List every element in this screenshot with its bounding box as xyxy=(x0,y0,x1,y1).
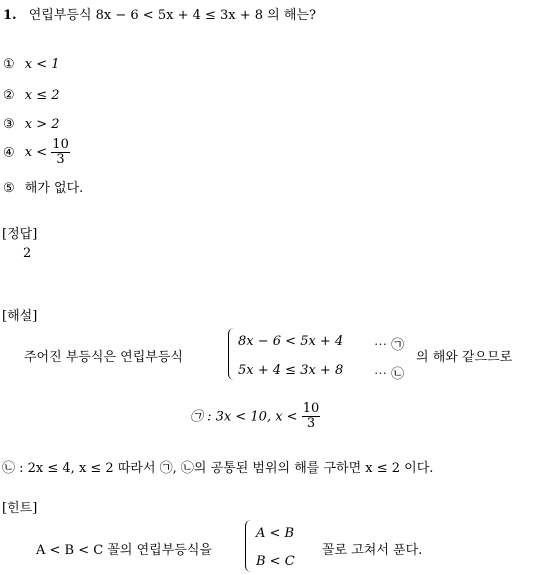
explanation-label: [해설] xyxy=(2,309,38,324)
fraction-numerator: 10 xyxy=(302,401,320,416)
option-text: x < xyxy=(24,145,48,161)
question-line xyxy=(3,4,316,23)
option-marker: ③ xyxy=(3,117,15,132)
explanation-sys1-tag: ⋯ ㉠ xyxy=(374,338,405,353)
option-5 xyxy=(3,177,83,196)
hint-sys2: B < C xyxy=(256,554,295,569)
step1-text: ㉠ : 3x < 10, x < xyxy=(190,409,298,425)
system-brace xyxy=(228,328,236,380)
hint-tail: 꼴로 고쳐서 푼다. xyxy=(322,543,423,558)
fraction-denominator: 3 xyxy=(306,416,316,432)
option-4 xyxy=(3,138,70,168)
hint-sys1: A < B xyxy=(256,526,295,541)
fraction-denominator: 3 xyxy=(56,152,65,168)
option-marker: ② xyxy=(3,88,15,103)
explanation-sys1: 8x − 6 < 5x + 4 xyxy=(238,334,344,349)
question-number: 1. xyxy=(3,8,17,23)
option-marker: ④ xyxy=(3,145,15,161)
option-marker: ⑤ xyxy=(3,181,15,196)
question-text: 연립부등식 8x − 6 < 5x + 4 ≤ 3x + 8 의 해는? xyxy=(28,8,316,23)
option-1 xyxy=(3,57,60,72)
hint-label: [힌트] xyxy=(2,501,38,516)
option-marker: ① xyxy=(3,57,15,72)
hint-lead: A < B < C 꼴의 연립부등식을 xyxy=(36,543,212,558)
system-brace xyxy=(245,520,253,572)
explanation-tail: 의 해와 같으므로 xyxy=(416,350,513,365)
option-text: x < 1 xyxy=(24,57,60,72)
answer-label: [정답] xyxy=(2,227,38,242)
option-text: 해가 없다. xyxy=(24,181,84,196)
explanation-lead: 주어진 부등식은 연립부등식 xyxy=(24,350,183,365)
option-text: x > 2 xyxy=(24,117,60,132)
option-2 xyxy=(3,88,60,103)
explanation-sys2-tag: ⋯ ㉡ xyxy=(374,367,405,382)
explanation-step2: ㉡ : 2x ≤ 4, x ≤ 2 따라서 ㉠, ㉡의 공통된 범위의 해를 구하면 x ≤ 2 이다. xyxy=(2,461,434,476)
fraction xyxy=(51,138,70,168)
explanation-sys2: 5x + 4 ≤ 3x + 8 xyxy=(238,363,344,378)
answer-value: 2 xyxy=(23,246,32,261)
option-text: x ≤ 2 xyxy=(24,88,60,103)
fraction-numerator: 10 xyxy=(52,137,69,152)
option-3 xyxy=(3,117,60,132)
fraction xyxy=(302,402,321,432)
explanation-step1 xyxy=(190,402,320,432)
